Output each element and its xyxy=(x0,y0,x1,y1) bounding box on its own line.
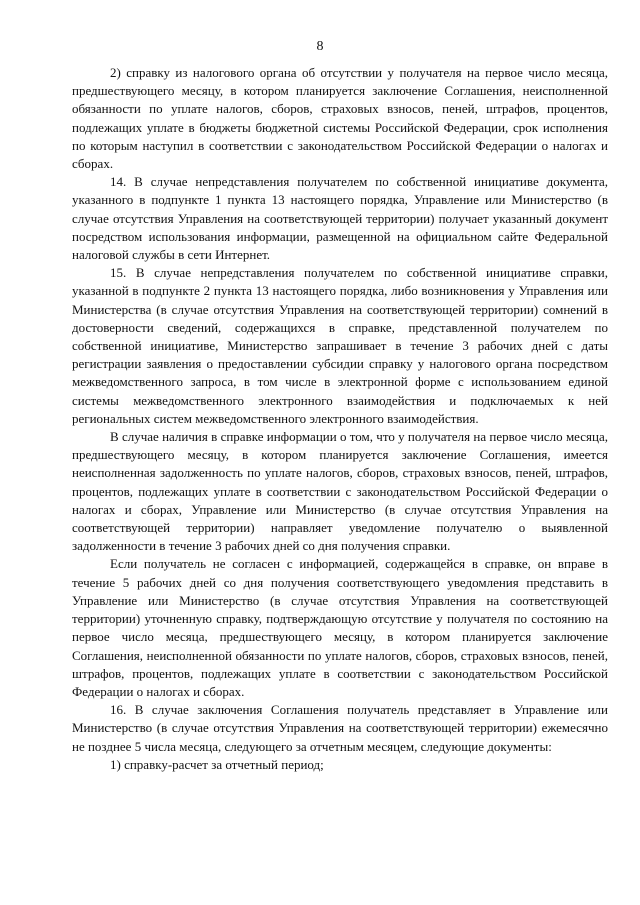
paragraph-15-debt-notice: В случае наличия в справке информации о том, что у получателя на первое число месяца, предшествующего месяцу, в котором планируется заключение Соглашения, имеется неисполненная задолженность по уплате налогов, сборов, страховых взносов, пеней, штрафов, процентов, подлежащих уплате в соответствии с законодательством Российской Федерации о налогах и сборах, Управление или Министерство (в случае отсутствия Управления на соответствующей территории) направляет уведомление получателю о выявленной задолженности в течение 3 рабочих дней со дня получения справки. xyxy=(72,429,608,554)
paragraph-13-2: 2) справку из налогового органа об отсутствии у получателя на первое число месяца, предшествующего месяцу, в котором планируется заключение Соглашения, неисполненной обязанности по уплате налогов, сборов, страховых взносов, пеней, штрафов, процентов, подлежащих уплате в бюджеты бюджетной системы Российской Федерации, срок исполнения по которым наступил в соответствии с законодательством Российской Федерации о налогах и сборах. xyxy=(72,65,608,172)
paragraph-16: 16. В случае заключения Соглашения получатель представляет в Управление или Министерство (в случае отсутствия Управления на соответствующей территории) ежемесячно не позднее 5 числа месяца, следующего за отчетным месяцем, следующие документы: xyxy=(72,702,608,754)
document-body xyxy=(72,64,608,774)
page-number: 8 xyxy=(316,39,324,54)
paragraph-14: 14. В случае непредставления получателем по собственной инициативе документа, указанного в подпункте 1 пункта 13 настоящего порядка, Управление или Министерство (в случае отсутствия Управления на соответствующей территории) получает указанный документ посредством использования информации, размещенной на официальном сайте Федеральной налоговой службы в сети Интернет. xyxy=(72,174,608,263)
paragraph-16-1: 1) справку-расчет за отчетный период; xyxy=(110,756,324,772)
paragraph-15: 15. В случае непредставления получателем по собственной инициативе справки, указанной в подпункте 2 пункта 13 настоящего порядка, либо возникновения у Управления или Министерства (в случае отсутствия Управления на соответствующей территории) сомнений в достоверности сведений, содержащихся в справке, представленной получателем по собственной инициативе, Министерство запрашивает в течение 3 рабочих дней с даты регистрации заявления о предоставлении субсидии справку у налогового органа посредством межведомственного запроса, в том числе в электронной форме с использованием единой системы межведомственного электронного взаимодействия и подключаемых к ней региональных систем межведомственного электронного взаимодействия. xyxy=(72,265,608,426)
paragraph-15-disagreement: Если получатель не согласен с информацией, содержащейся в справке, он вправе в течение 5 рабочих дней со дня получения соответствующего уведомления представить в Управление или Министерство (в случае отсутствия Управления на соответствующей территории) уточненную справку, подтверждающую отсутствие у получателя по состоянию на первое число месяца, предшествующего месяцу, в котором планируется заключение Соглашения, неисполненной обязанности по уплате налогов, сборов, страховых взносов, пеней, штрафов, процентов, подлежащих уплате в соответствии с законодательством Российской Федерации о налогах и сборах. xyxy=(72,556,608,699)
